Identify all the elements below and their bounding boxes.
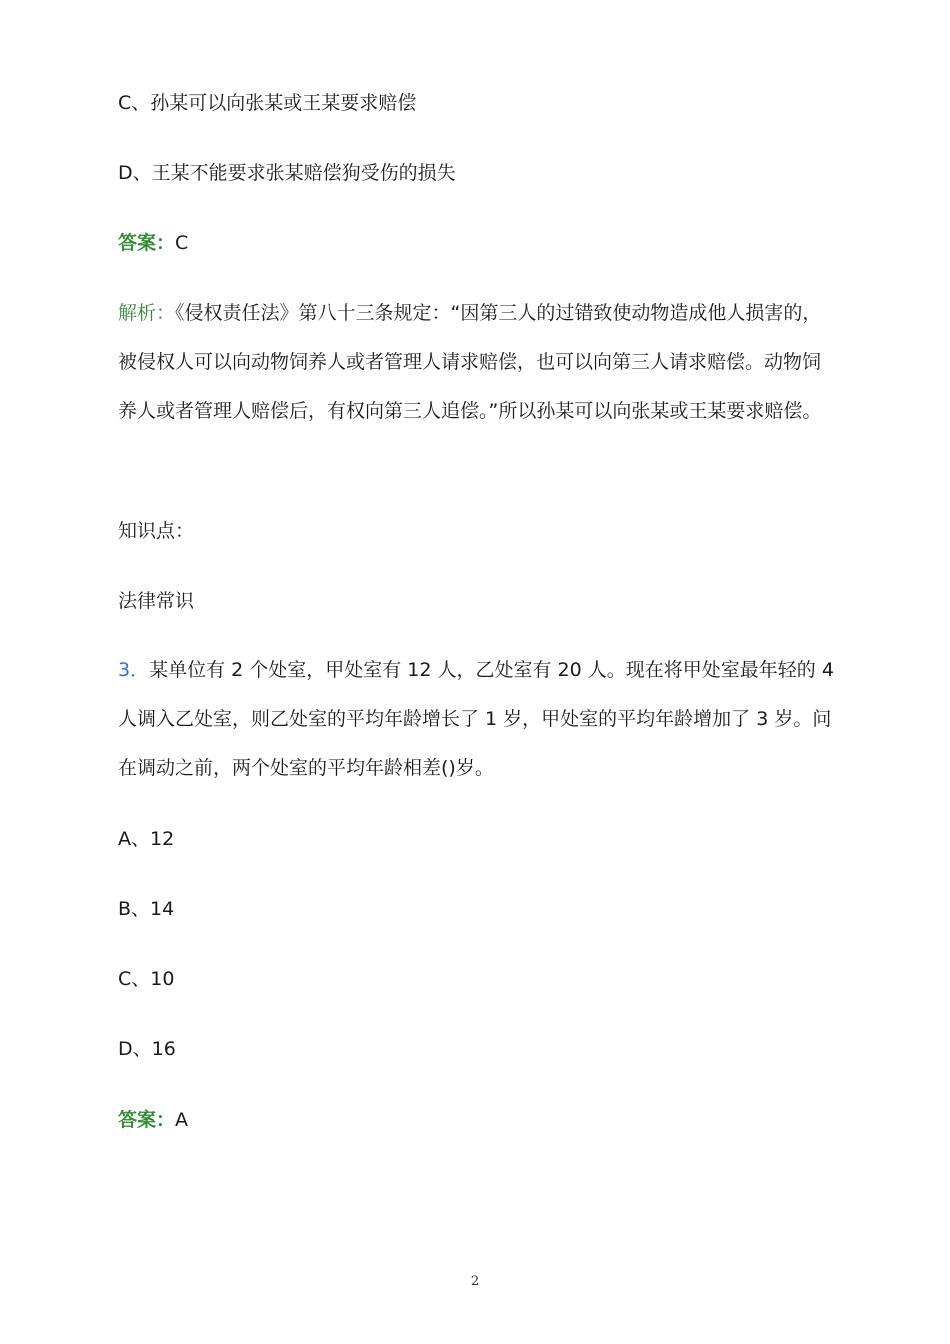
answer-value: C [175,232,189,254]
question-text: 某单位有 2 个处室，甲处室有 12 人，乙处室有 20 人。现在将甲处室最年轻的 4 人调入乙处室，则乙处室的平均年龄增长了 1 岁，甲处室的平均年龄增加了 3 岁。问在调动之前，两个处室的平均年龄相差()岁。 [118,659,834,779]
q3-option-c: C、10 [118,968,175,990]
knowledge-label: 知识点： [118,520,195,542]
answer-value: A [175,1109,189,1131]
q3-stem [118,646,838,793]
q2-analysis [118,289,838,436]
q2-option-c: C、孙某可以向张某或王某要求赔偿 [118,92,417,114]
q3-answer [118,1108,188,1132]
q3-option-a: A、12 [118,828,175,850]
analysis-label: 解析： [118,302,176,324]
q2-option-d: D、王某不能要求张某赔偿狗受伤的损失 [118,162,456,184]
analysis-text: 《侵权责任法》第八十三条规定：“因第三人的过错致使动物造成他人损害的，被侵权人可以向动物饲养人或者管理人请求赔偿，也可以向第三人请求赔偿。动物饲养人或者管理人赔偿后，有权向第三人追偿。”所以孙某可以向张某或王某要求赔偿。 [118,302,822,422]
answer-label: 答案： [118,1109,176,1131]
answer-label: 答案： [118,232,176,254]
knowledge-value: 法律常识 [118,590,195,612]
q3-option-b: B、14 [118,898,175,920]
page-number: 2 [470,1274,480,1289]
q3-option-d: D、16 [118,1038,176,1060]
question-number: 3． [118,659,150,681]
q2-answer [118,231,188,255]
